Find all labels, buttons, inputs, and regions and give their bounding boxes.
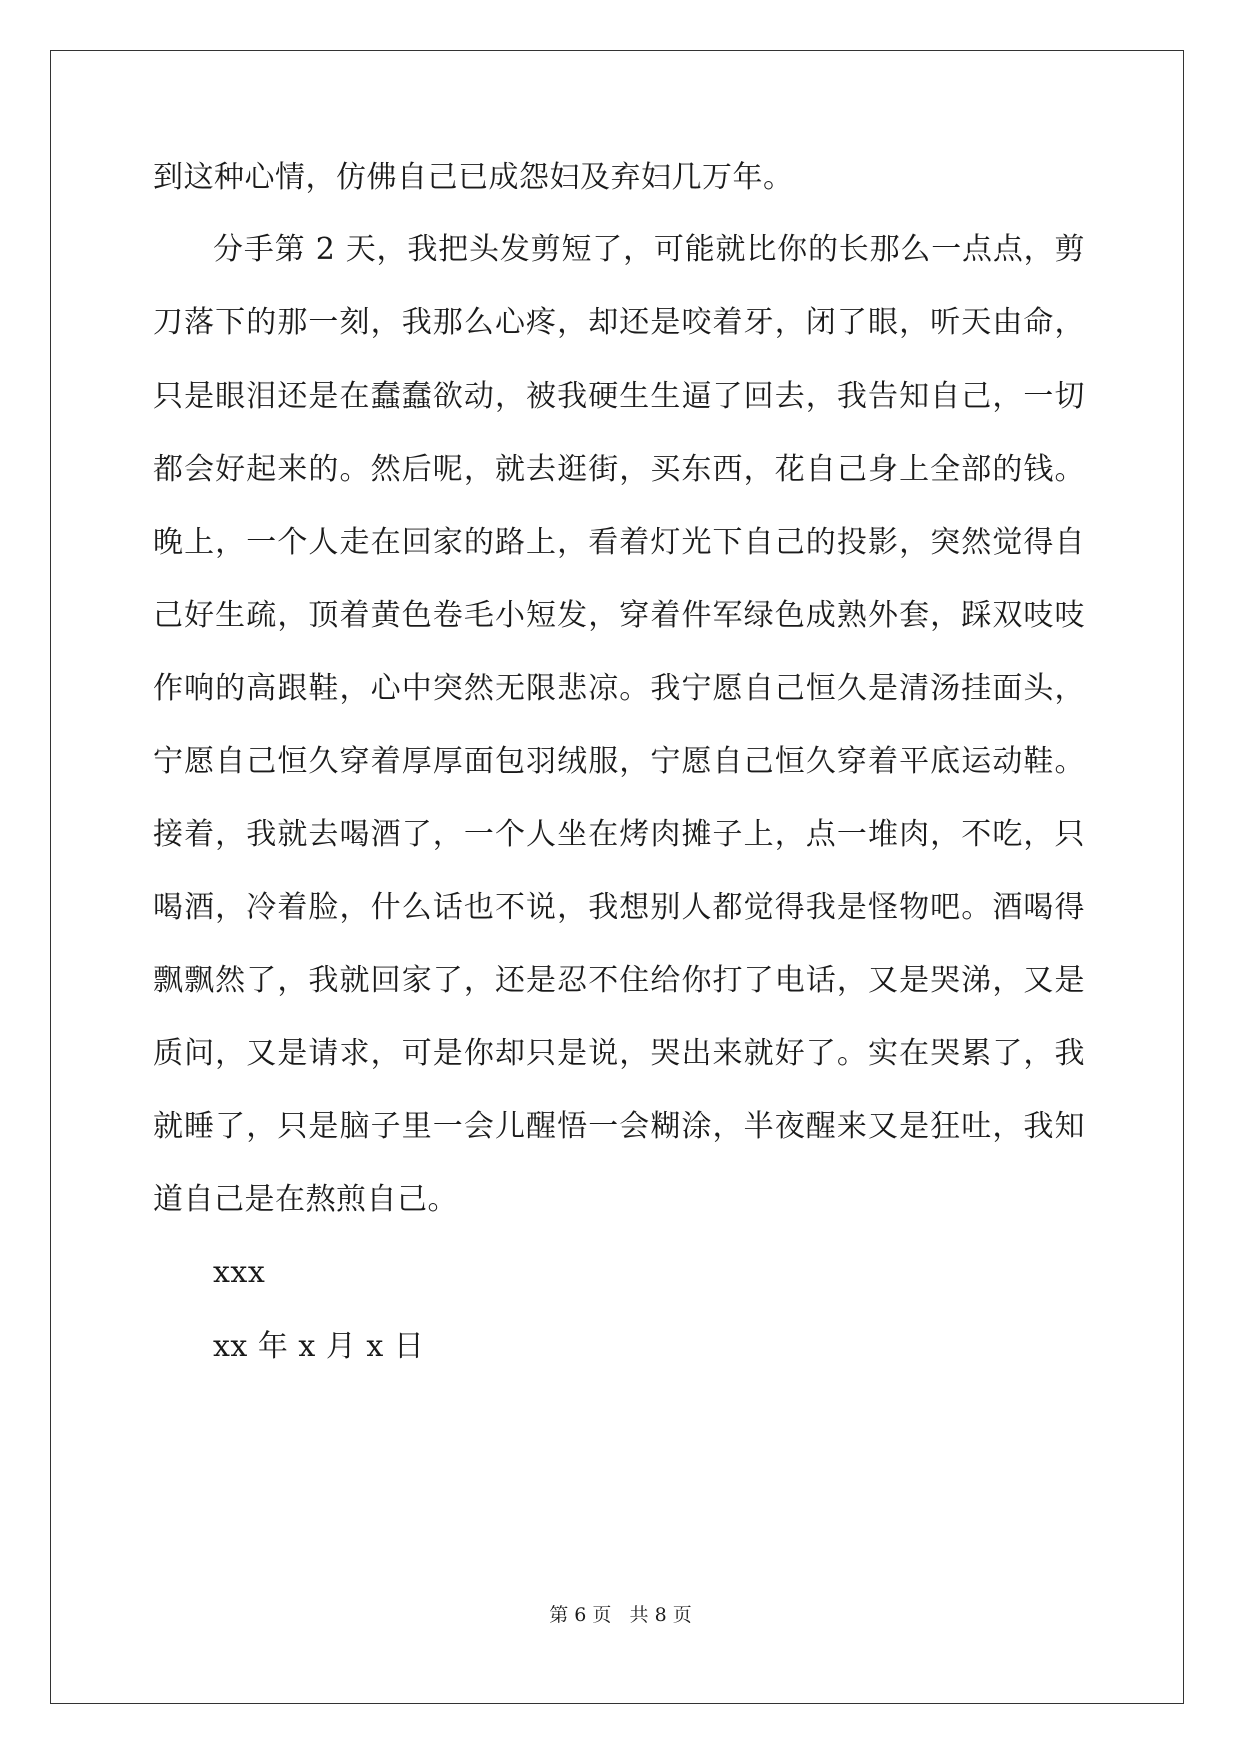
text-line-8: 作响的高跟鞋，心中突然无限悲凉。我宁愿自己恒久是清汤挂面头， [153,671,1085,706]
text-line-7: 己好生疏，顶着黄色卷毛小短发，穿着件军绿色成熟外套，踩双吱吱 [153,598,1085,633]
text-line-2: 分手第 2 天，我把头发剪短了，可能就比你的长那么一点点，剪 [213,232,1085,267]
page-number: 第 6 页 共 8 页 [549,1604,692,1626]
text-line-6: 晚上，一个人走在回家的路上，看着灯光下自己的投影，突然觉得自 [153,525,1085,560]
text-line-12: 飘飘然了，我就回家了，还是忍不住给你打了电话，又是哭涕，又是 [153,963,1085,998]
text-line-1: 到这种心情，仿佛自己已成怨妇及弃妇几万年。 [153,160,794,195]
text-line-15: 道自己是在熬煎自己。 [153,1182,458,1217]
date-line: xx 年 x 月 x 日 [213,1329,425,1364]
signature: xxx [213,1255,266,1290]
text-line-10: 接着，我就去喝酒了，一个人坐在烤肉摊子上，点一堆肉，不吃，只 [153,817,1085,852]
text-line-9: 宁愿自己恒久穿着厚厚面包羽绒服，宁愿自己恒久穿着平底运动鞋。 [153,744,1085,779]
page-border [50,50,1184,1704]
text-line-5: 都会好起来的。然后呢，就去逛街，买东西，花自己身上全部的钱。 [153,452,1085,487]
text-line-3: 刀落下的那一刻，我那么心疼，却还是咬着牙，闭了眼，听天由命， [153,305,1085,340]
text-line-13: 质问，又是请求，可是你却只是说，哭出来就好了。实在哭累了，我 [153,1036,1085,1071]
text-line-4: 只是眼泪还是在蠢蠢欲动，被我硬生生逼了回去，我告知自己，一切 [153,379,1085,414]
text-line-14: 就睡了，只是脑子里一会儿醒悟一会糊涂，半夜醒来又是狂吐，我知 [153,1109,1085,1144]
text-line-11: 喝酒，冷着脸，什么话也不说，我想别人都觉得我是怪物吧。酒喝得 [153,890,1085,925]
